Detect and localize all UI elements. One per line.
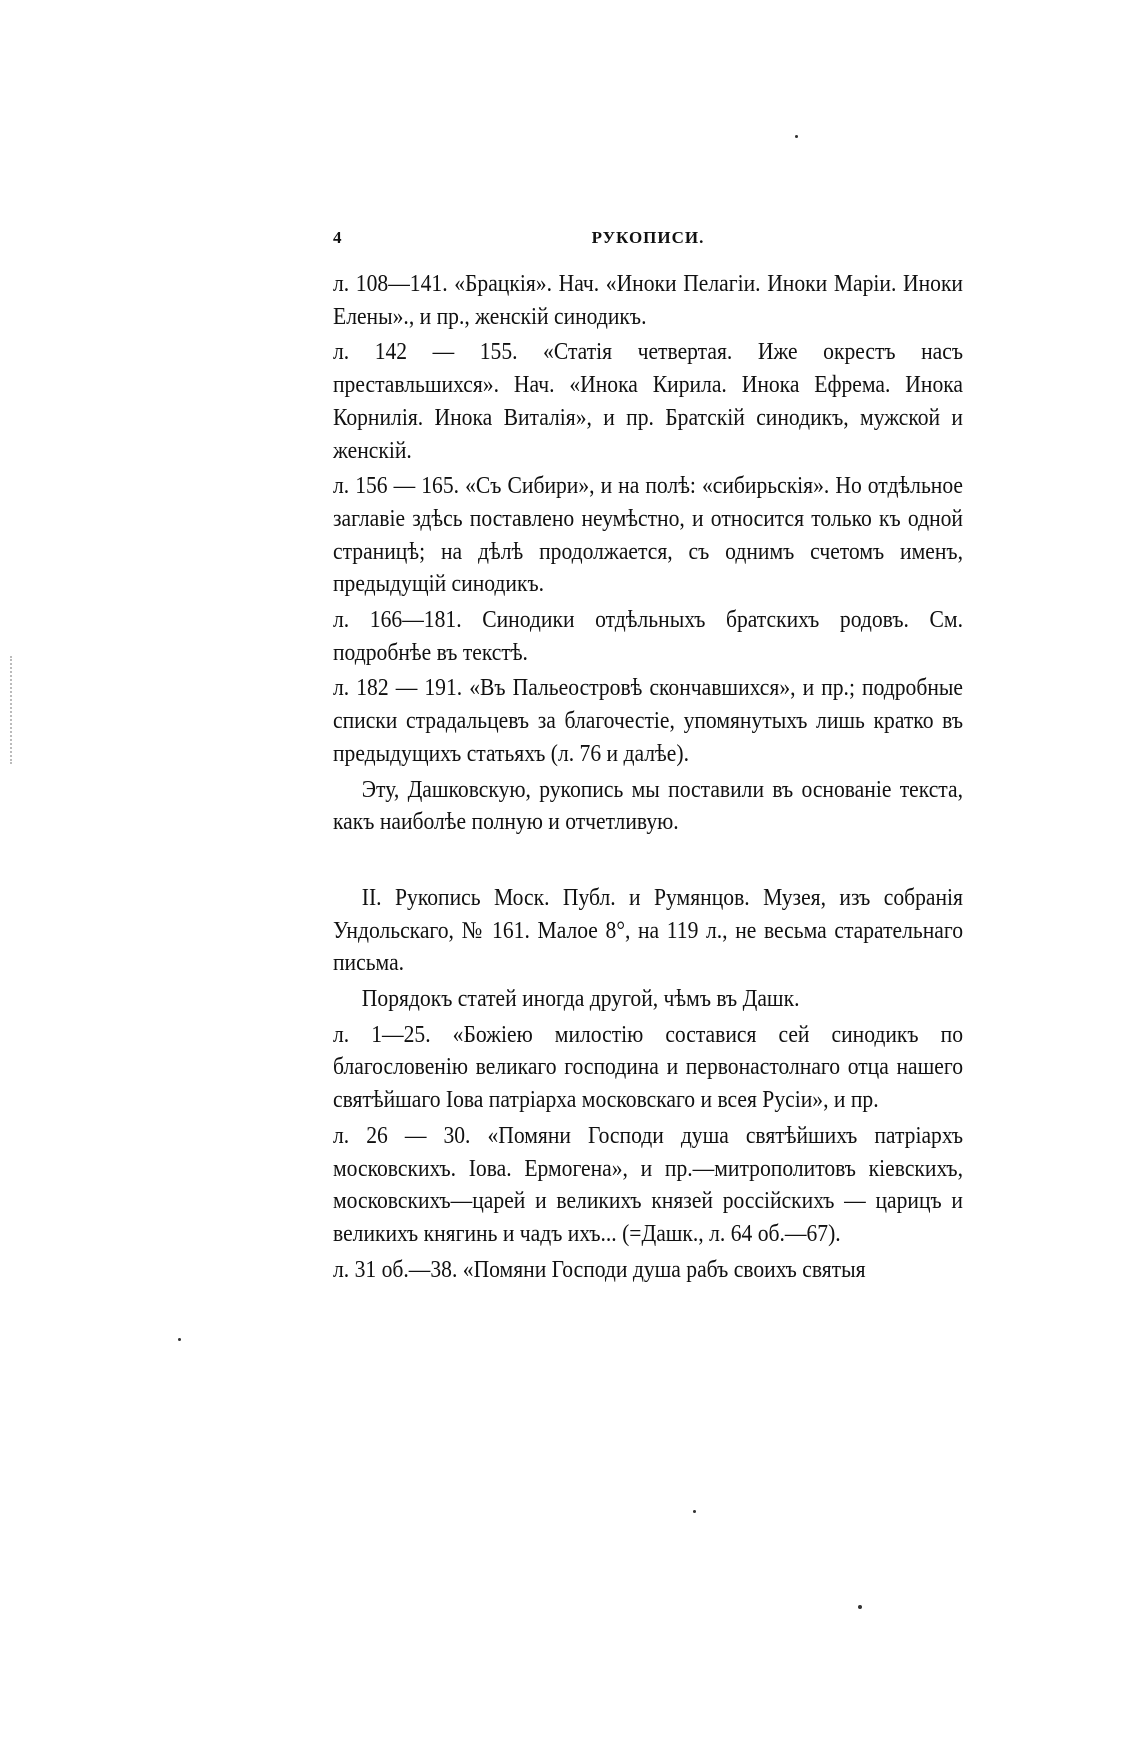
running-title: РУКОПИСИ. bbox=[591, 228, 705, 247]
body-paragraph: Эту, Дашковскую, рукопись мы поставили въ основаніе текста, какъ наиболѣе полную и отчетливую. bbox=[333, 776, 963, 836]
running-header bbox=[333, 228, 963, 256]
scan-speck bbox=[178, 1338, 181, 1341]
body-text bbox=[333, 268, 963, 1289]
entry-paragraph: л. 156 — 165. «Съ Сибири», и на полѣ: «сибирьскія». Но отдѣльное заглавіе здѣсь поставлено неумѣстно, и относится только къ одной страницѣ; на дѣлѣ продолжается, съ однимъ счетомъ именъ, предыдущій синодикъ. bbox=[333, 473, 963, 598]
entry-paragraph: л. 166—181. Синодики отдѣльныхъ братскихъ родовъ. См. подробнѣе въ текстѣ. bbox=[333, 607, 963, 666]
section-gap bbox=[333, 842, 963, 882]
entry-paragraph: л. 142 — 155. «Статія четвертая. Иже окрестъ насъ преставльшихся». Нач. «Инока Кирила. Инока Ефрема. Инока Корнилія. Инока Виталія», и пр. Братскій синодикъ, мужской и женскій. bbox=[333, 339, 963, 464]
margin-scan-marks bbox=[10, 656, 14, 764]
entry-paragraph: л. 182 — 191. «Въ Пальеостровѣ скончавшихся», и пр.; подробные списки страдальцевъ за благочестіе, упомянутыхъ лишь кратко въ предыдущихъ статьяхъ (л. 76 и далѣе). bbox=[333, 675, 963, 767]
entry-paragraph: л. 26 — 30. «Помяни Господи душа святѣйшихъ патріархъ московскихъ. Іова. Ермогена», и пр.—митрополитовъ кіевскихъ, московскихъ—царей и великихъ князей россійскихъ — царицъ и великихъ княгинь и чадъ ихъ... (=Дашк., л. 64 об.—67). bbox=[333, 1122, 963, 1247]
page-number: 4 bbox=[333, 228, 342, 247]
entry-paragraph: л. 108—141. «Брацкія». Нач. «Иноки Пелагіи. Иноки Маріи. Иноки Елены»., и пр., женскій синодикъ. bbox=[333, 271, 963, 330]
scan-speck bbox=[795, 135, 798, 138]
entry-paragraph: л. 1—25. «Божіею милостію составися сей синодикъ по благословенію великаго господина и первонастолнаго отца нашего святѣйшаго Іова патріарха московскаго и всея Русіи», и пр. bbox=[333, 1021, 963, 1114]
body-paragraph: Порядокъ статей иногда другой, чѣмъ въ Дашк. bbox=[361, 986, 800, 1013]
entry-paragraph: л. 31 об.—38. «Помяни Господи душа рабъ своихъ святыя bbox=[333, 1256, 866, 1283]
section-heading-paragraph: II. Рукопись Моск. Публ. и Румянцов. Музея, изъ собранія Ундольскаго, № 161. Малое 8°, на 119 л., не весьма старательнаго письма. bbox=[333, 884, 963, 977]
scan-speck bbox=[693, 1510, 696, 1513]
scan-speck bbox=[858, 1605, 862, 1609]
